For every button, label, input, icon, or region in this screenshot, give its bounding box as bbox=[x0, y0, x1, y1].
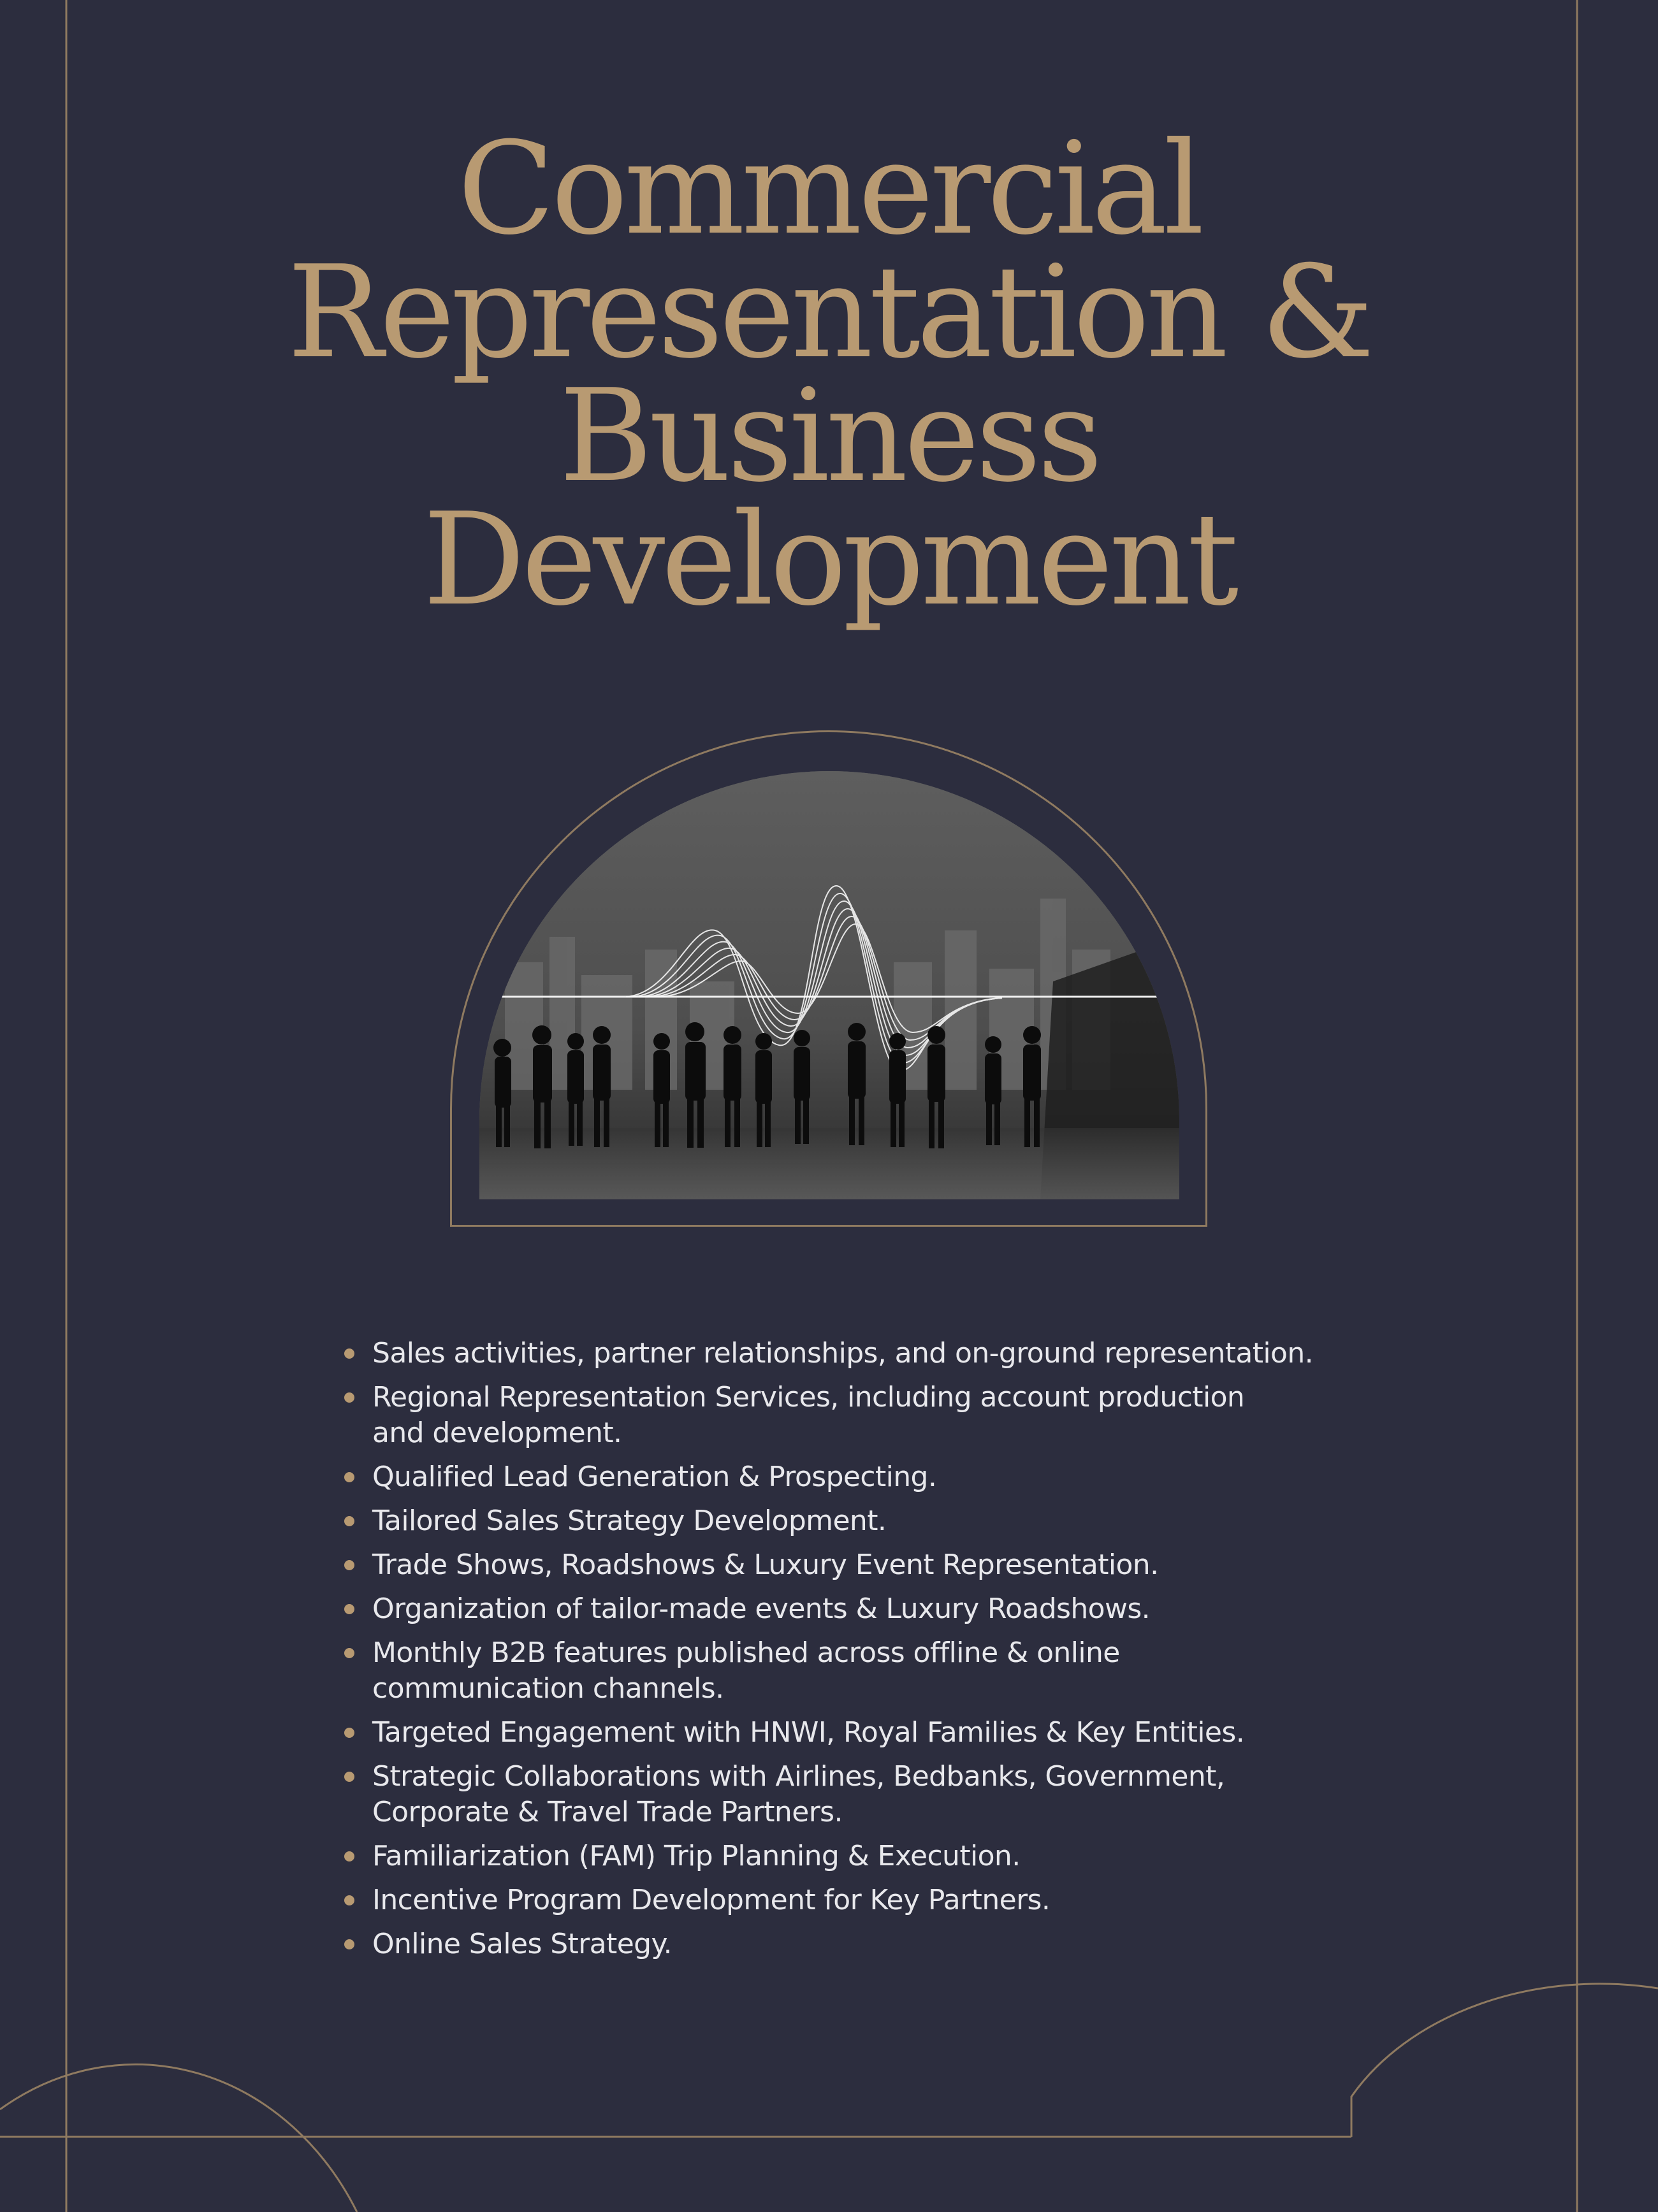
title-line-4: Development bbox=[423, 486, 1235, 634]
title-line-2: Representation & bbox=[287, 238, 1371, 387]
list-item: Qualified Lead Generation & Prospecting. bbox=[344, 1459, 1364, 1495]
list-item: Targeted Engagement with HNWI, Royal Families & Key Entities. bbox=[344, 1715, 1364, 1751]
list-item: Tailored Sales Strategy Development. bbox=[344, 1503, 1364, 1539]
list-item: Monthly B2B features published across offline & online communication channels. bbox=[344, 1635, 1175, 1707]
list-item: Organization of tailor-made events & Luxury Roadshows. bbox=[344, 1591, 1364, 1627]
title-line-3: Business bbox=[559, 362, 1099, 510]
list-item: Familiarization (FAM) Trip Planning & Execution. bbox=[344, 1839, 1364, 1874]
title-line-1: Commercial bbox=[457, 115, 1201, 263]
list-item: Online Sales Strategy. bbox=[344, 1926, 1364, 1962]
list-item: Trade Shows, Roadshows & Luxury Event Representation. bbox=[344, 1547, 1364, 1583]
services-list bbox=[344, 1336, 1364, 1970]
list-item: Regional Representation Services, including account production and development. bbox=[344, 1380, 1271, 1451]
list-item: Incentive Program Development for Key Partners. bbox=[344, 1883, 1364, 1918]
list-item: Sales activities, partner relationships, and on-ground representation. bbox=[344, 1336, 1364, 1371]
list-item: Strategic Collaborations with Airlines, Bedbanks, Government, Corporate & Travel Trade Partners. bbox=[344, 1759, 1265, 1830]
page-title bbox=[191, 115, 1467, 634]
